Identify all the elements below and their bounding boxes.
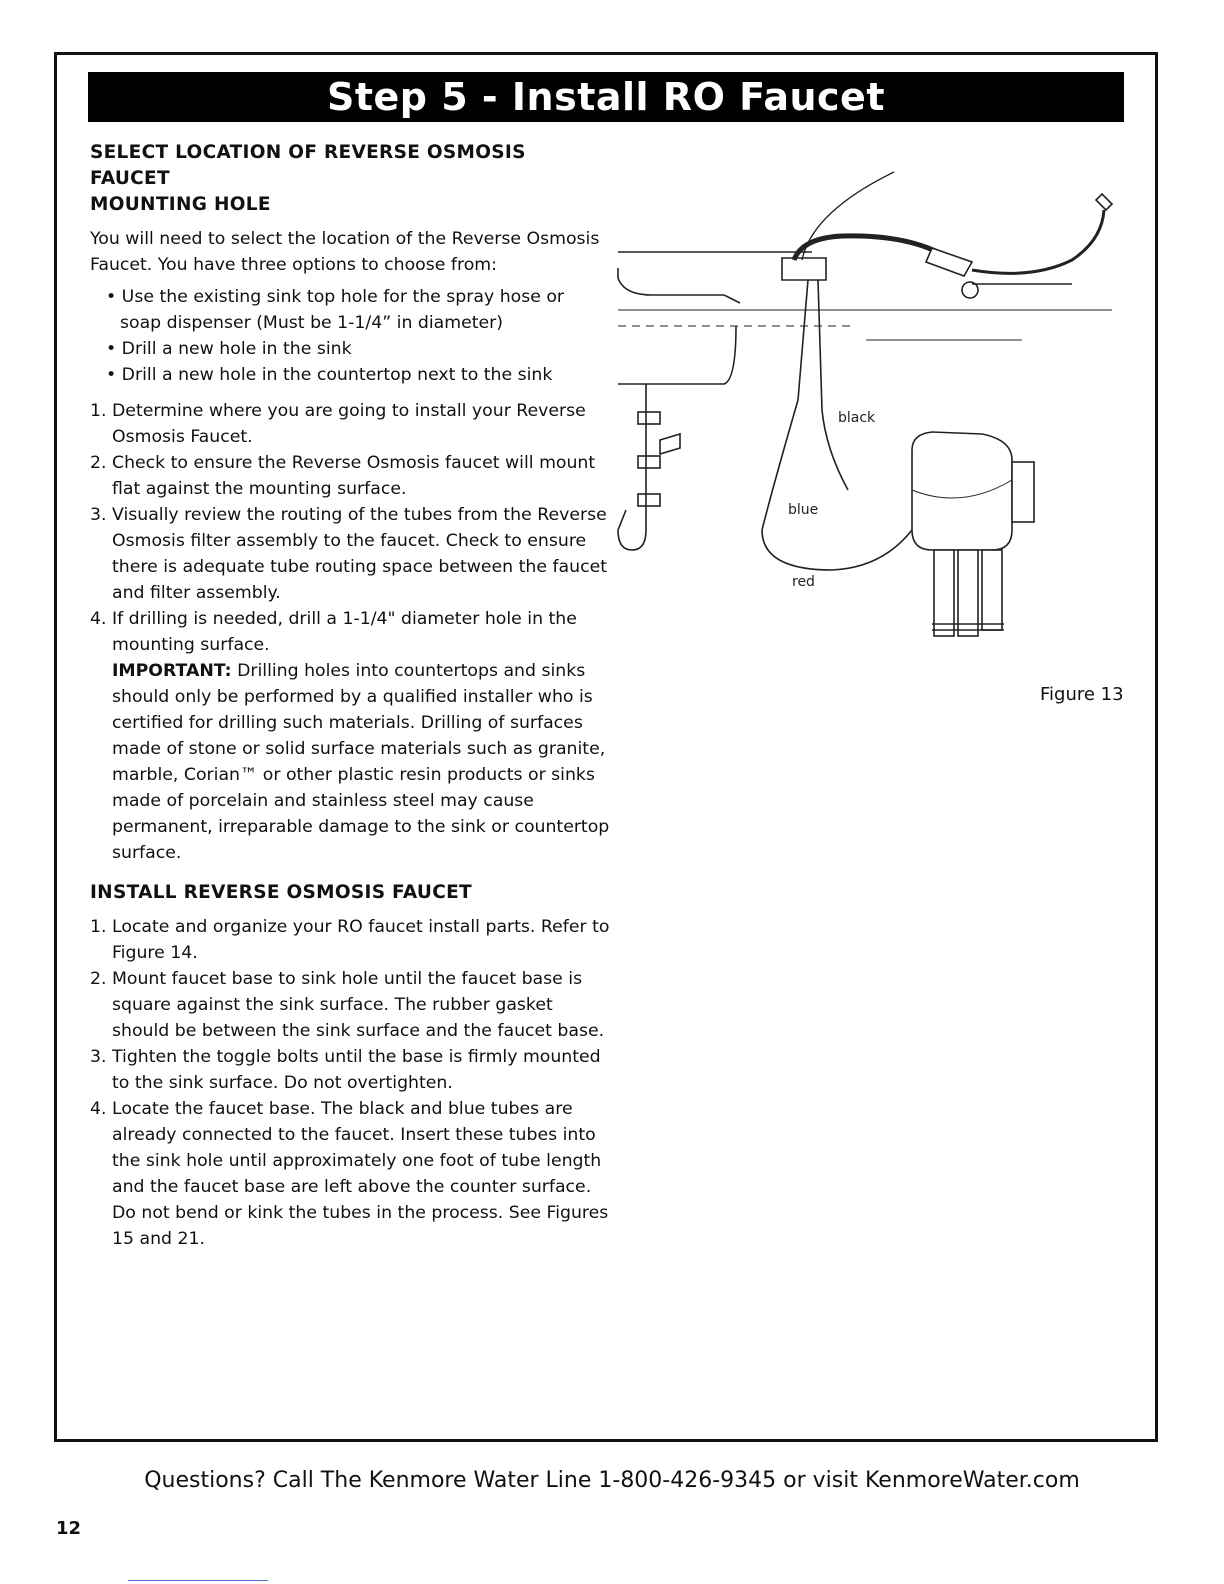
important-text: Drilling holes into countertops and sinks should only be performed by a qualified installer who is certified for drilling such materials. Drilling of surfaces made of stone or solid surface materials such as granite, marble, Corian™ or other plastic resin products or sinks made of porcelain and stainless steel may cause permanent, irreparable damage to the sink or countertop surface. [112, 661, 610, 863]
red-tube [762, 530, 912, 570]
step-text: Locate and organize your RO faucet install parts. Refer to Figure 14. [112, 917, 610, 963]
step-item [90, 398, 610, 450]
step-item [90, 502, 610, 606]
countertop-left [618, 268, 724, 295]
step-text: Mount faucet base to sink hole until the faucet base is square against the sink surface. The rubber gasket should be between the sink surface and the faucet base. [112, 969, 605, 1041]
option-item: • Use the existing sink top hole for the spray hose or soap dispenser (Must be 1-1/4” in diameter) [106, 287, 565, 333]
valve-knob [962, 282, 978, 298]
heading-line-1: SELECT LOCATION OF REVERSE OSMOSIS FAUCET [90, 142, 526, 189]
drain-fitting [638, 412, 660, 424]
step-number: 2. [90, 969, 107, 989]
mounting-bracket [1012, 462, 1034, 522]
step-number: 1. [90, 401, 107, 421]
step-number: 4. [90, 1099, 107, 1119]
sink-bowl-edge [618, 326, 736, 384]
important-note [112, 658, 610, 866]
install-steps-list [90, 914, 610, 1252]
location-steps-list [90, 398, 610, 866]
option-item: • Drill a new hole in the sink [106, 339, 352, 359]
filter-head [912, 432, 1012, 550]
step-item [90, 1044, 610, 1096]
step-item [90, 606, 610, 866]
tube-left-upper [798, 280, 808, 400]
supply-line [972, 210, 1104, 273]
step-text: Check to ensure the Reverse Osmosis faucet will mount flat against the mounting surface. [112, 453, 596, 499]
faucet-installation-illustration [612, 150, 1132, 670]
step-text: Visually review the routing of the tubes from the Reverse Osmosis filter assembly to the faucet. Check to ensure there is adequate tube routing space between the faucet and filter assembly. [112, 505, 607, 603]
filter-cartridge [982, 550, 1002, 630]
drain-fitting [638, 494, 660, 506]
option-item: • Drill a new hole in the countertop next to the sink [106, 365, 553, 385]
step-number: 3. [90, 1047, 107, 1067]
tube-label-blue: blue [788, 502, 819, 518]
counter-line [724, 295, 740, 303]
section-heading [90, 140, 610, 218]
step-text: Determine where you are going to install your Reverse Osmosis Faucet. [112, 401, 586, 447]
drain-saddle [660, 434, 680, 454]
step-item [90, 966, 610, 1044]
section-heading: INSTALL REVERSE OSMOSIS FAUCET [90, 882, 472, 903]
drain-fitting [638, 456, 660, 468]
step-number: 4. [90, 609, 107, 629]
options-list [90, 284, 610, 388]
step-number: 3. [90, 505, 107, 525]
section-select-location [90, 140, 610, 866]
filter-cartridge [958, 550, 978, 636]
saddle-valve [926, 248, 972, 276]
drain-pipe [618, 384, 646, 550]
filter-cartridge [934, 550, 954, 636]
figure-caption: Figure 13 [1040, 684, 1124, 705]
page-title-banner: Step 5 - Install RO Faucet [88, 72, 1124, 122]
tube-right-upper [818, 280, 822, 410]
important-label: IMPORTANT: [112, 661, 232, 681]
step-item [90, 914, 610, 966]
step-item [90, 450, 610, 502]
supply-fitting [1096, 194, 1112, 210]
step-item [90, 1096, 610, 1252]
step-text: If drilling is needed, drill a 1-1/4" diameter hole in the mounting surface. [112, 609, 577, 655]
faucet-neck-line [802, 172, 894, 260]
intro-paragraph: You will need to select the location of the Reverse Osmosis Faucet. You have three options to choose from: [90, 229, 600, 275]
page-number: 12 [56, 1518, 82, 1539]
section-install-faucet [90, 880, 610, 1252]
tube-label-red: red [792, 574, 815, 590]
step-number: 2. [90, 453, 107, 473]
tube-label-black: black [838, 410, 876, 426]
divider [128, 1580, 268, 1581]
step-text: Tighten the toggle bolts until the base is firmly mounted to the sink surface. Do not overtighten. [112, 1047, 601, 1093]
step-number: 1. [90, 917, 107, 937]
step-text: Locate the faucet base. The black and blue tubes are already connected to the faucet. Insert these tubes into the sink hole until approximately one foot of tube length and the faucet base are left above the counter surface. Do not bend or kink the tubes in the process. See Figures 15 and 21. [112, 1099, 609, 1249]
footer-help-line: Questions? Call The Kenmore Water Line 1-800-426-9345 or visit KenmoreWater.com [144, 1468, 1080, 1493]
faucet-base [782, 258, 826, 280]
heading-line-2: MOUNTING HOLE [90, 194, 271, 215]
